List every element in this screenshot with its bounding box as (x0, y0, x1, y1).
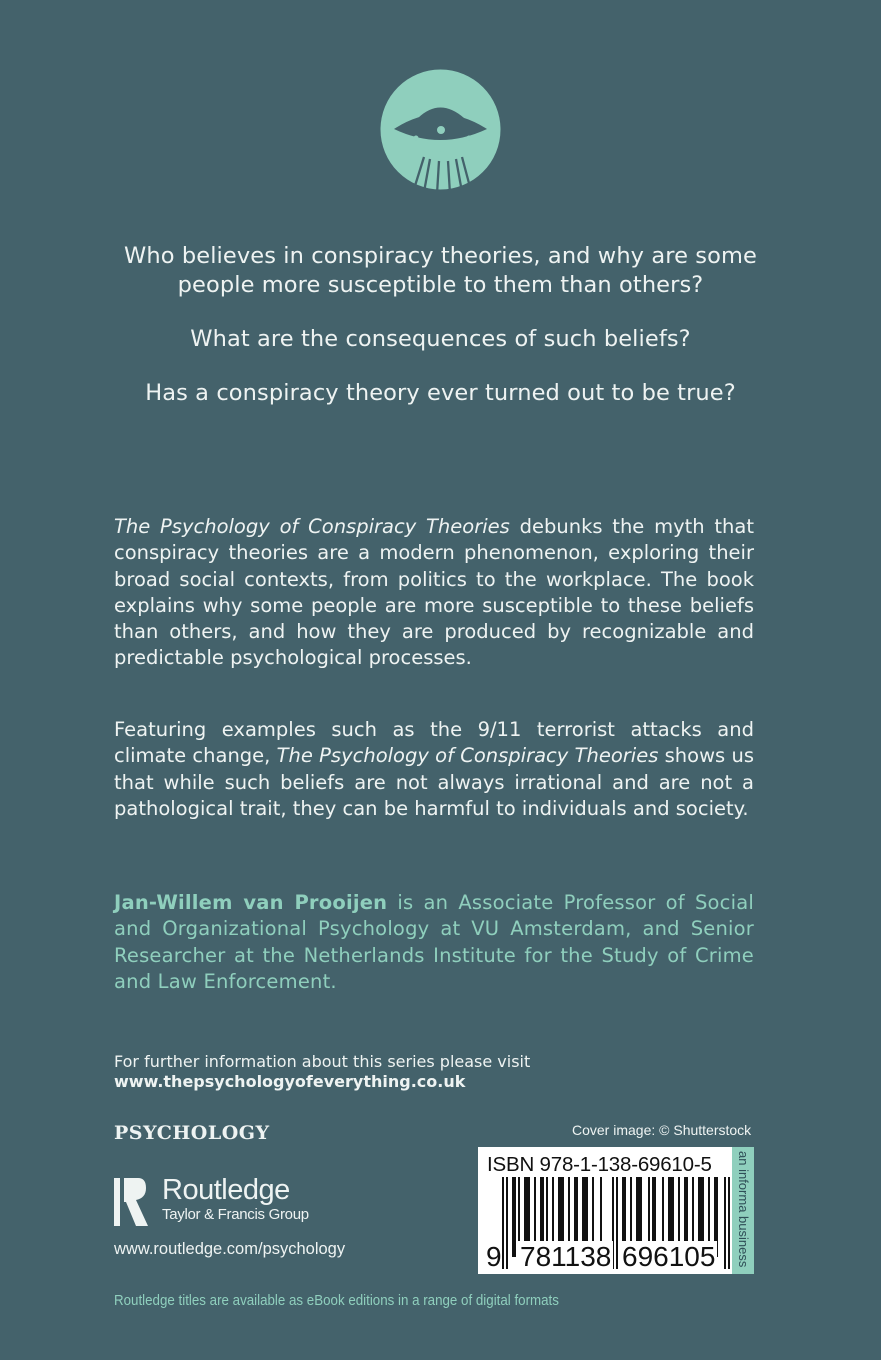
ebook-note: Routledge titles are available as eBook editions in a range of digital formats (114, 1293, 559, 1309)
author-name: Jan-Willem van Prooijen (114, 891, 388, 914)
author-bio: Jan-Willem van Prooijen is an Associate Professor of Social and Organizational Psychology at VU Amsterdam, and Senior Researcher at the Netherlands Institute for the Study of Crime and Law Enforcement. (114, 891, 754, 993)
question-3: Has a conspiracy theory ever turned out to be true? (145, 380, 736, 406)
description-paragraph-1: The Psychology of Conspiracy Theories debunks the myth that conspiracy theories are a modern phenomenon, exploring their broad social contexts, from politics to the workplace. The book explains why some people are more susceptible to these beliefs than others, and how they are produced by recognizable and predictable psychological processes. (114, 515, 755, 670)
publisher-url-link[interactable]: www.routledge.com/psychology (114, 1240, 346, 1258)
question-2: What are the consequences of such beliefs? (190, 326, 691, 352)
description-paragraph-2: Featuring examples such as the 9/11 terrorist attacks and climate change, The Psychology of Conspiracy Theories shows us that while such beliefs are not always irrational and are not a pathological trait, they can be harmful to individuals and society. (114, 718, 754, 820)
series-category: PSYCHOLOGY (114, 1122, 270, 1144)
back-cover-questions (120, 242, 761, 433)
book-title: The Psychology of Conspiracy Theories (276, 744, 659, 768)
question-1: Who believes in conspiracy theories, and why are some people more susceptible to them than others? (124, 243, 757, 298)
barcode-digits-right: 696105 (622, 1241, 716, 1272)
series-info (114, 1052, 530, 1092)
isbn-label: ISBN 978-1-138-69610-5 (487, 1153, 712, 1176)
ufo-icon (380, 69, 501, 190)
informa-label: an informa business (732, 1147, 754, 1274)
book-title: The Psychology of Conspiracy Theories (114, 515, 510, 538)
routledge-logo-icon (114, 1174, 152, 1230)
publisher-name: Routledge (162, 1174, 290, 1206)
cover-image-credit: Cover image: © Shutterstock (572, 1122, 752, 1138)
barcode-digits-left: 781138 (520, 1241, 612, 1272)
series-info-label: For further information about this series please visit (114, 1052, 531, 1071)
barcode-digit-first: 9 (486, 1241, 502, 1272)
series-url-link[interactable]: www.thepsychologyofeverything.co.uk (114, 1072, 466, 1091)
publisher-logo (114, 1174, 309, 1230)
publisher-group: Taylor & Francis Group (162, 1206, 309, 1223)
